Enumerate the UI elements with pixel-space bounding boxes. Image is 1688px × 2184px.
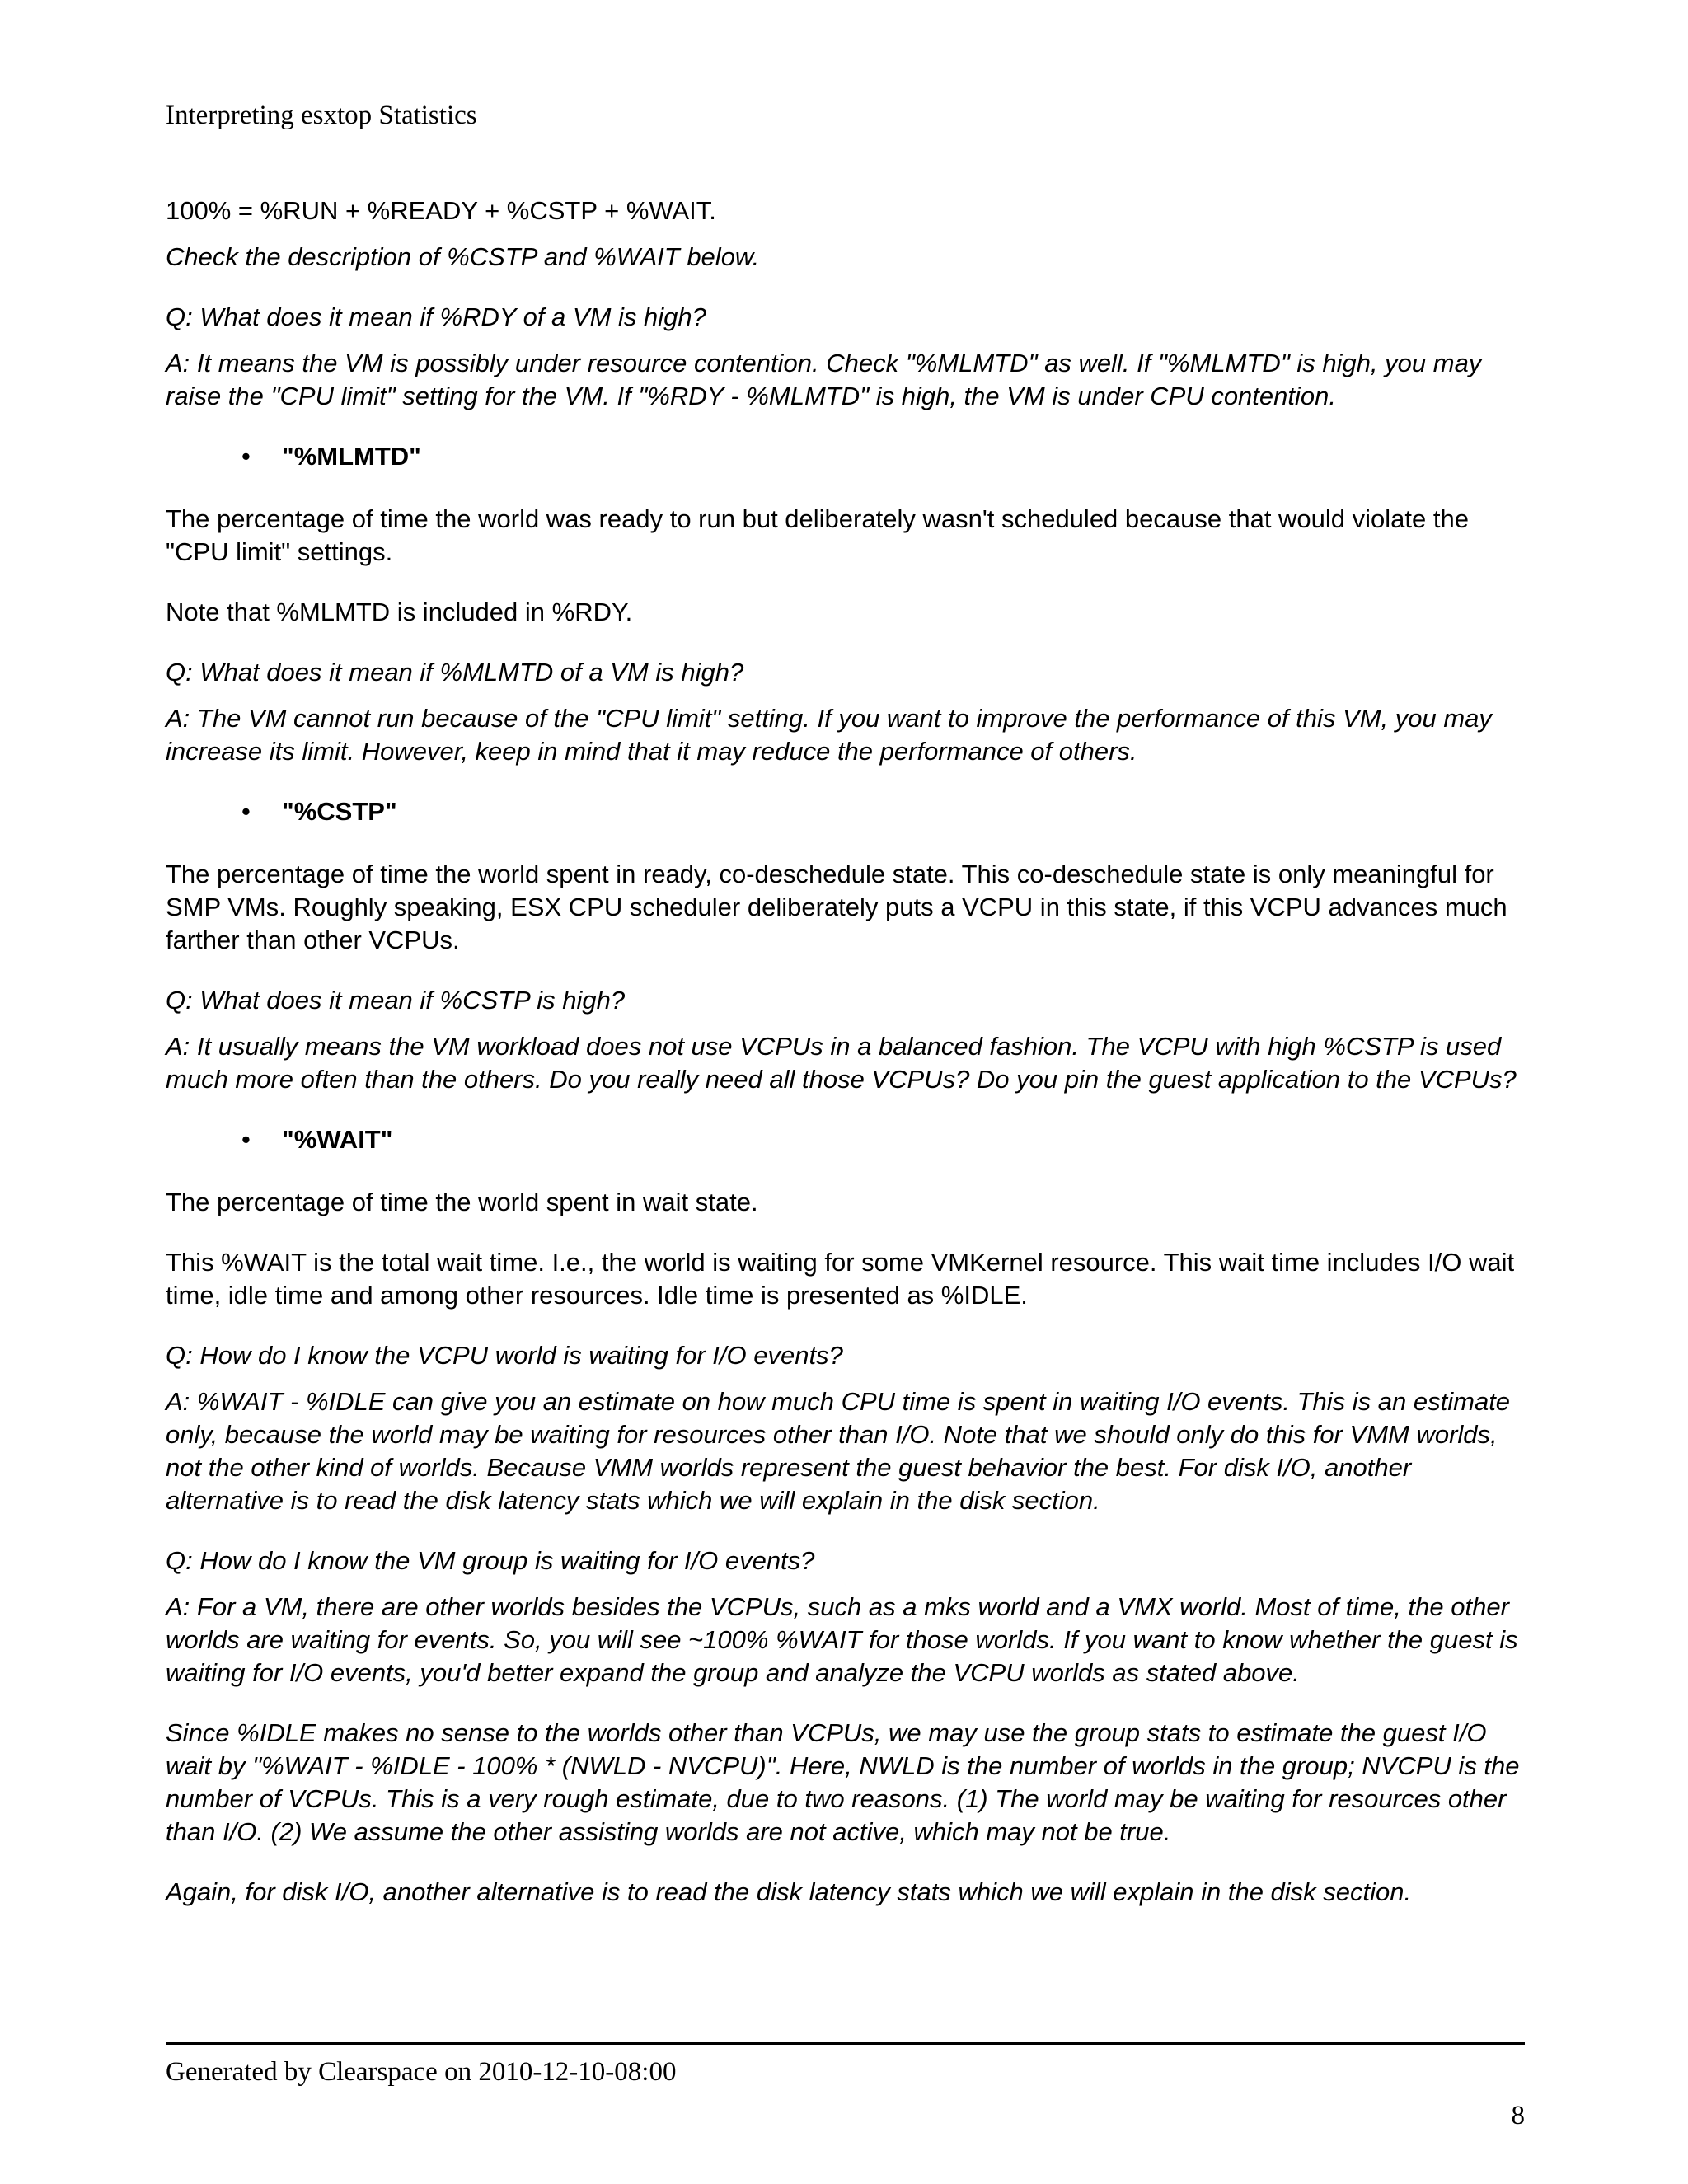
footer-divider	[166, 2042, 1525, 2045]
document-body	[166, 194, 1526, 1936]
bullet-item-mlmtd	[166, 440, 1526, 473]
paragraph-cstp-description: The percentage of time the world spent in ready, co-deschedule state. This co-deschedule state is only meaningful for SMP VMs. Roughly speaking, ESX CPU scheduler deliberately puts a VCPU in this state, if this VCPU advances much farther than other VCPUs.	[166, 860, 1507, 954]
answer-rdy: A: It means the VM is possibly under resource contention. Check "%MLMTD" as well. If "%MLMTD" is high, you may raise the "CPU limit" setting for the VM. If "%RDY - %MLMTD" is high, the VM is under CPU contention.	[166, 349, 1482, 410]
bullet-label: "%MLMTD"	[282, 442, 421, 471]
answer-vcpu-io: A: %WAIT - %IDLE can give you an estimate on how much CPU time is spent in waiting I/O events. This is an estimate only, because the world may be waiting for resources other than I/O. Note that we should only do this for VMM worlds, not the other kind of worlds. Because VMM worlds represent the guest behavior the best. For disk I/O, another alternative is to read the disk latency stats which we will explain in the disk section.	[166, 1387, 1511, 1515]
answer-cstp: A: It usually means the VM workload does not use VCPUs in a balanced fashion. The VCPU with high %CSTP is used much more often than the others. Do you really need all those VCPUs? Do you pin the guest application to the VCPUs?	[166, 1032, 1517, 1094]
paragraph-wait-description: The percentage of time the world spent in wait state.	[166, 1188, 758, 1216]
answer-mlmtd: A: The VM cannot run because of the "CPU limit" setting. If you want to improve the performance of this VM, you may increase its limit. However, keep in mind that it may reduce the performance of others.	[166, 704, 1492, 766]
bullet-icon: •	[241, 1125, 251, 1154]
question-group-io: Q: How do I know the VM group is waiting for I/O events?	[166, 1546, 815, 1575]
paragraph-formula: 100% = %RUN + %READY + %CSTP + %WAIT.	[166, 196, 716, 225]
bullet-item-wait	[166, 1123, 1526, 1156]
paragraph-check-note: Check the description of %CSTP and %WAIT below.	[166, 242, 760, 271]
bullet-label: "%WAIT"	[282, 1125, 393, 1154]
paragraph-again-disk: Again, for disk I/O, another alternative is to read the disk latency stats which we will explain in the disk section.	[166, 1877, 1412, 1906]
answer-group-io: A: For a VM, there are other worlds besides the VCPUs, such as a mks world and a VMX world. Most of time, the other worlds are waiting for events. So, you will see ~100% %WAIT for those worlds. If you want to know whether the guest is waiting for I/O events, you'd better expand the group and analyze the VCPU worlds as stated above.	[166, 1592, 1518, 1687]
footer-generated-text: Generated by Clearspace on 2010-12-10-08:00	[166, 2057, 677, 2087]
question-rdy: Q: What does it mean if %RDY of a VM is high?	[166, 302, 706, 331]
paragraph-idle-estimate: Since %IDLE makes no sense to the worlds other than VCPUs, we may use the group stats to estimate the guest I/O wait by "%WAIT - %IDLE - 100% * (NWLD - NVCPU)". Here, NWLD is the number of worlds in the group; NVCPU is the number of VCPUs. This is a very rough estimate, due to two reasons. (1) The world may be waiting for resources other than I/O. (2) We assume the other assisting worlds are not active, which may not be true.	[166, 1718, 1520, 1846]
bullet-icon: •	[241, 442, 251, 471]
question-vcpu-io: Q: How do I know the VCPU world is waiting for I/O events?	[166, 1341, 843, 1370]
bullet-label: "%CSTP"	[282, 797, 397, 826]
bullet-item-cstp	[166, 795, 1526, 828]
page-header-title: Interpreting esxtop Statistics	[166, 101, 477, 130]
page-number: 8	[1511, 2101, 1525, 2130]
bullet-icon: •	[241, 797, 251, 826]
paragraph-mlmtd-note: Note that %MLMTD is included in %RDY.	[166, 598, 633, 626]
question-mlmtd: Q: What does it mean if %MLMTD of a VM is high?	[166, 658, 744, 687]
question-cstp: Q: What does it mean if %CSTP is high?	[166, 986, 626, 1015]
paragraph-wait-total: This %WAIT is the total wait time. I.e., the world is waiting for some VMKernel resource. This wait time includes I/O wait time, idle time and among other resources. Idle time is presented as %IDLE.	[166, 1248, 1515, 1310]
paragraph-mlmtd-description: The percentage of time the world was ready to run but deliberately wasn't scheduled because that would violate the "CPU limit" settings.	[166, 504, 1469, 566]
